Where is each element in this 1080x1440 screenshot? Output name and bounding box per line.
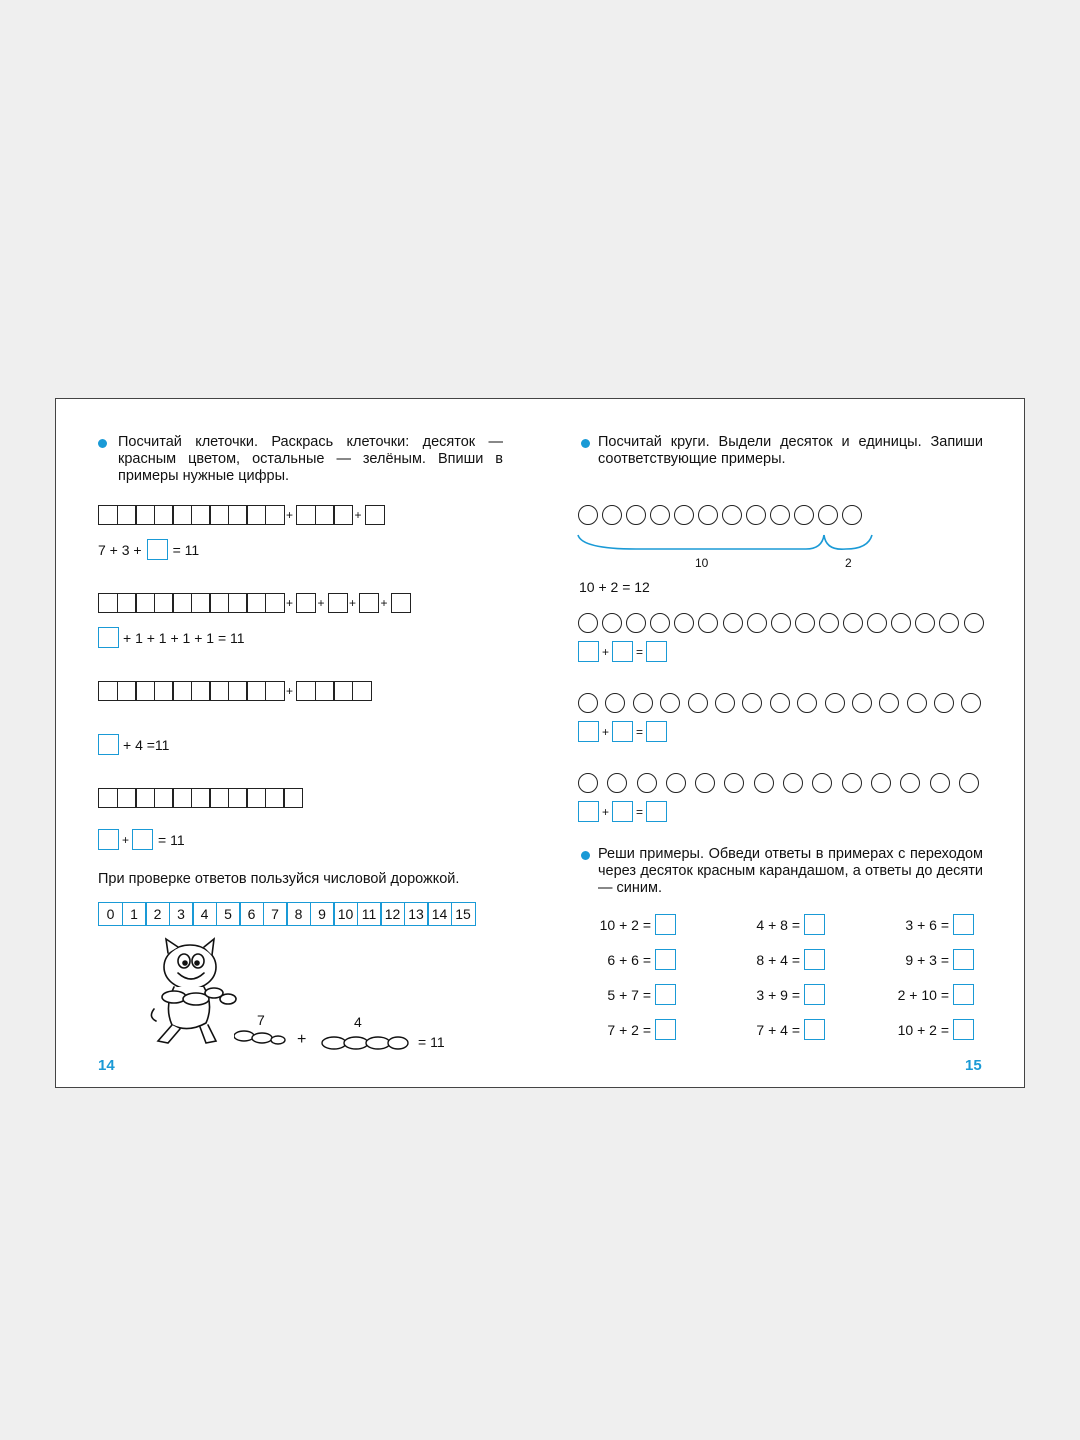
example-item [745, 1019, 825, 1040]
answer-box[interactable] [98, 627, 119, 648]
example-item [894, 1019, 974, 1040]
example-expression: 2 + 10 = [897, 986, 949, 1003]
equation-3-suffix: + 4 =11 [123, 736, 170, 753]
equation-2 [98, 627, 245, 648]
bullet-icon [581, 439, 590, 448]
equation-1-prefix: 7 + 3 + [98, 541, 142, 558]
answer-box[interactable] [804, 984, 825, 1005]
sausage-result: = 11 [418, 1034, 445, 1050]
number-line-cell: 4 [192, 902, 217, 926]
number-line-cell: 7 [263, 902, 288, 926]
answer-box[interactable] [646, 801, 667, 822]
answer-box[interactable] [612, 801, 633, 822]
answer-box[interactable] [953, 949, 974, 970]
example-item [596, 1019, 676, 1040]
number-line [98, 902, 474, 926]
answer-box[interactable] [578, 641, 599, 662]
number-line-cell: 5 [216, 902, 241, 926]
page-number-right: 15 [965, 1057, 982, 1074]
answer-box[interactable] [804, 949, 825, 970]
number-line-cell: 15 [451, 902, 476, 926]
example-expression: 5 + 7 = [607, 986, 651, 1003]
number-line-cell: 0 [98, 902, 123, 926]
number-line-cell: 10 [333, 902, 358, 926]
example-equation: 10 + 2 = 12 [579, 579, 650, 595]
sausage-label-four: 4 [354, 1014, 362, 1030]
task-2-text: Посчитай круги. Выдели десяток и единицы. Запиши соответствующие примеры. [598, 434, 983, 467]
example-item [745, 914, 825, 935]
plus-sign: + [286, 508, 294, 522]
circles-row-1 [578, 613, 984, 633]
book-spread [55, 398, 1025, 1088]
example-item [745, 949, 825, 970]
plus-sign: + [286, 684, 294, 698]
number-line-cell: 12 [380, 902, 405, 926]
number-line-cell: 1 [122, 902, 147, 926]
example-expression: 7 + 4 = [756, 1021, 800, 1038]
equation-2-suffix: + 1 + 1 + 1 + 1 = 11 [123, 629, 245, 646]
equation-1 [98, 539, 199, 560]
answer-box[interactable] [655, 914, 676, 935]
example-item [894, 914, 974, 935]
answer-box[interactable] [953, 1019, 974, 1040]
plus-sign: + [122, 832, 130, 847]
bullet-icon [98, 439, 107, 448]
cat-with-sausages-icon [144, 937, 244, 1049]
equation-row-1 [578, 641, 667, 662]
number-line-cell: 6 [239, 902, 264, 926]
sausages-four-icon [320, 1033, 412, 1053]
circles-row-3 [578, 773, 979, 793]
equals-sign: = [636, 804, 644, 819]
plus-sign: + [380, 596, 388, 610]
brace-label-ten: 10 [695, 556, 709, 570]
number-line-cell: 14 [427, 902, 452, 926]
example-item [596, 914, 676, 935]
number-line-cell: 8 [286, 902, 311, 926]
example-expression: 9 + 3 = [905, 951, 949, 968]
plus-sign: + [354, 508, 362, 522]
example-item [596, 984, 676, 1005]
number-line-cell: 9 [310, 902, 335, 926]
page-number-left: 14 [98, 1057, 115, 1074]
cells-row-4 [98, 788, 302, 808]
equals-sign: = [636, 724, 644, 739]
example-expression: 3 + 6 = [905, 916, 949, 933]
example-expression: 6 + 6 = [607, 951, 651, 968]
answer-box[interactable] [953, 984, 974, 1005]
number-line-cell: 11 [357, 902, 382, 926]
plus-sign: + [317, 596, 325, 610]
example-item [894, 984, 974, 1005]
answer-box[interactable] [98, 829, 119, 850]
answer-box[interactable] [98, 734, 119, 755]
bullet-icon [581, 851, 590, 860]
number-line-cell: 13 [404, 902, 429, 926]
example-expression: 8 + 4 = [756, 951, 800, 968]
equation-1-suffix: = 11 [172, 541, 200, 558]
sausage-label-seven: 7 [257, 1012, 265, 1028]
plus-sign: + [602, 804, 610, 819]
number-line-cell: 3 [169, 902, 194, 926]
equation-4 [98, 829, 185, 850]
answer-box[interactable] [804, 914, 825, 935]
example-expression: 10 + 2 = [599, 916, 651, 933]
equation-4-suffix: = 11 [158, 831, 185, 848]
answer-box[interactable] [646, 641, 667, 662]
plus-sign: + [602, 724, 610, 739]
plus-sign: + [349, 596, 357, 610]
brace-label-units: 2 [845, 556, 852, 570]
example-expression: 10 + 2 = [897, 1021, 949, 1038]
answer-box[interactable] [612, 721, 633, 742]
answer-box[interactable] [578, 721, 599, 742]
cells-row-2 [98, 593, 409, 613]
equation-row-3 [578, 801, 667, 822]
brace-icon [576, 531, 876, 555]
number-line-cell: 2 [145, 902, 170, 926]
plus-sign: + [602, 644, 610, 659]
cells-row-1 [98, 505, 383, 525]
answer-box[interactable] [132, 829, 153, 850]
example-expression: 4 + 8 = [756, 916, 800, 933]
answer-box[interactable] [804, 1019, 825, 1040]
answer-box[interactable] [655, 1019, 676, 1040]
cells-row-3 [98, 681, 370, 701]
example-expression: 3 + 9 = [756, 986, 800, 1003]
answer-box[interactable] [655, 984, 676, 1005]
answer-box[interactable] [578, 801, 599, 822]
circles-row-2 [578, 693, 981, 713]
answer-box[interactable] [646, 721, 667, 742]
sausage-plus: + [297, 1031, 307, 1048]
answer-box[interactable] [147, 539, 168, 560]
equation-3 [98, 734, 169, 755]
circles-row-example [578, 505, 862, 525]
answer-box[interactable] [612, 641, 633, 662]
answer-box[interactable] [953, 914, 974, 935]
equation-row-2 [578, 721, 667, 742]
example-expression: 7 + 2 = [607, 1021, 651, 1038]
equals-sign: = [636, 644, 644, 659]
task-1-text: Посчитай клеточки. Раскрась клеточки: десяток — красным цветом, остальные — зелёным. Впиши в примеры нужные цифры. [118, 434, 503, 484]
ten-cells [98, 505, 283, 525]
hint-text: При проверке ответов пользуйся числовой дорожкой. [98, 871, 460, 887]
example-item [894, 949, 974, 970]
answer-box[interactable] [655, 949, 676, 970]
task-3-text: Реши примеры. Обведи ответы в примерах с переходом через десяток красным карандашом, а ответы до десяти — синим. [598, 846, 983, 896]
example-item [745, 984, 825, 1005]
plus-sign: + [286, 596, 294, 610]
example-item [596, 949, 676, 970]
